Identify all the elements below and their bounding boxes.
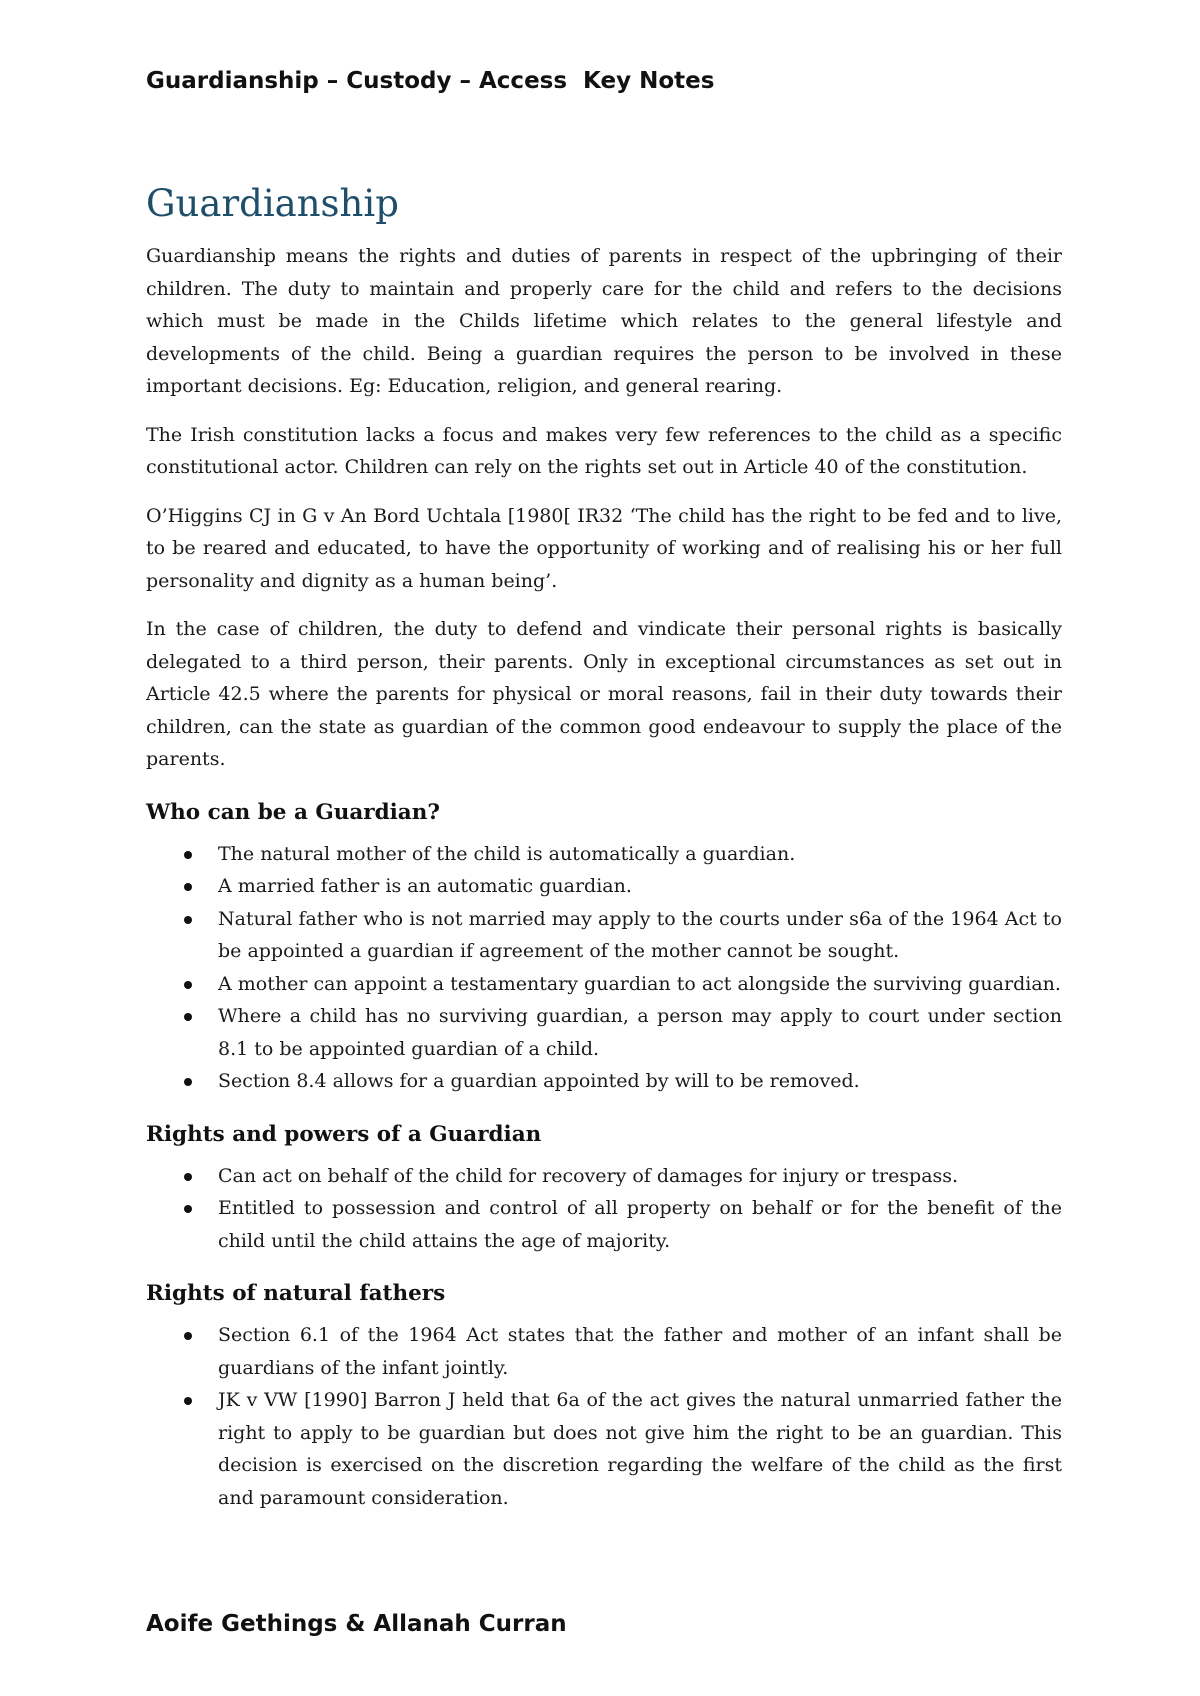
list-item: Can act on behalf of the child for recovery of damages for injury or trespass. — [146, 1160, 1062, 1193]
paragraph-ohiggins-quote: O’Higgins CJ in G v An Bord Uchtala [1980[ IR32 ‘The child has the right to be fed and to live, to be reared and educated, to have the opportunity of working and of realising his or her full personality and dignity as a human being’. — [146, 504, 1062, 592]
list-item: Where a child has no surviving guardian, a person may apply to court under section 8.1 to be appointed guardian of a child. — [146, 1000, 1062, 1065]
list-item: Section 8.4 allows for a guardian appointed by will to be removed. — [146, 1065, 1062, 1098]
list-item: The natural mother of the child is automatically a guardian. — [146, 838, 1062, 871]
subheading-rights-powers: Rights and powers of a Guardian — [146, 1121, 542, 1147]
paragraph-constitution: The Irish constitution lacks a focus and makes very few references to the child as a specific constitutional actor. Children can rely on the rights set out in Article 40 of the constitution. — [146, 423, 1062, 478]
list-who-can-be-guardian — [146, 838, 1062, 1098]
page-header: Guardianship – Custody – Access Key Notes — [146, 68, 715, 94]
document-body — [146, 180, 1062, 1514]
section-heading-guardianship: Guardianship — [146, 182, 399, 225]
list-item: Natural father who is not married may apply to the courts under s6a of the 1964 Act to be appointed a guardian if agreement of the mother cannot be sought. — [146, 903, 1062, 968]
paragraph-duty-delegation: In the case of children, the duty to defend and vindicate their personal rights is basically delegated to a third person, their parents. Only in exceptional circumstances as set out in Article 42.5 where the parents for physical or moral reasons, fail in their duty towards their children, can the state as guardian of the common good endeavour to supply the place of the parents. — [146, 618, 1062, 770]
page-footer-authors: Aoife Gethings & Allanah Curran — [146, 1611, 567, 1637]
document-page — [146, 0, 1062, 1696]
list-item: A married father is an automatic guardian. — [146, 870, 1062, 903]
subheading-natural-fathers: Rights of natural fathers — [146, 1281, 446, 1306]
subheading-who-can-be-guardian: Who can be a Guardian? — [146, 799, 440, 825]
list-item: Section 6.1 of the 1964 Act states that the father and mother of an infant shall be guardians of the infant jointly. — [146, 1319, 1062, 1384]
paragraph-definition: Guardianship means the rights and duties of parents in respect of the upbringing of their children. The duty to maintain and properly care for the child and refers to the decisions which must be made in the Childs lifetime which relates to the general lifestyle and developments of the child. Being a guardian requires the person to be involved in these important decisions. Eg: Education, religion, and general rearing. — [146, 245, 1062, 397]
list-rights-powers — [146, 1160, 1062, 1258]
list-item: A mother can appoint a testamentary guardian to act alongside the surviving guardian. — [146, 968, 1062, 1001]
list-item: JK v VW [1990] Barron J held that 6a of the act gives the natural unmarried father the right to apply to be guardian but does not give him the right to be an guardian. This decision is exercised on the discretion regarding the welfare of the child as the first and paramount consideration. — [146, 1384, 1062, 1514]
list-natural-fathers — [146, 1319, 1062, 1514]
list-item: Entitled to possession and control of all property on behalf or for the benefit of the child until the child attains the age of majority. — [146, 1192, 1062, 1257]
